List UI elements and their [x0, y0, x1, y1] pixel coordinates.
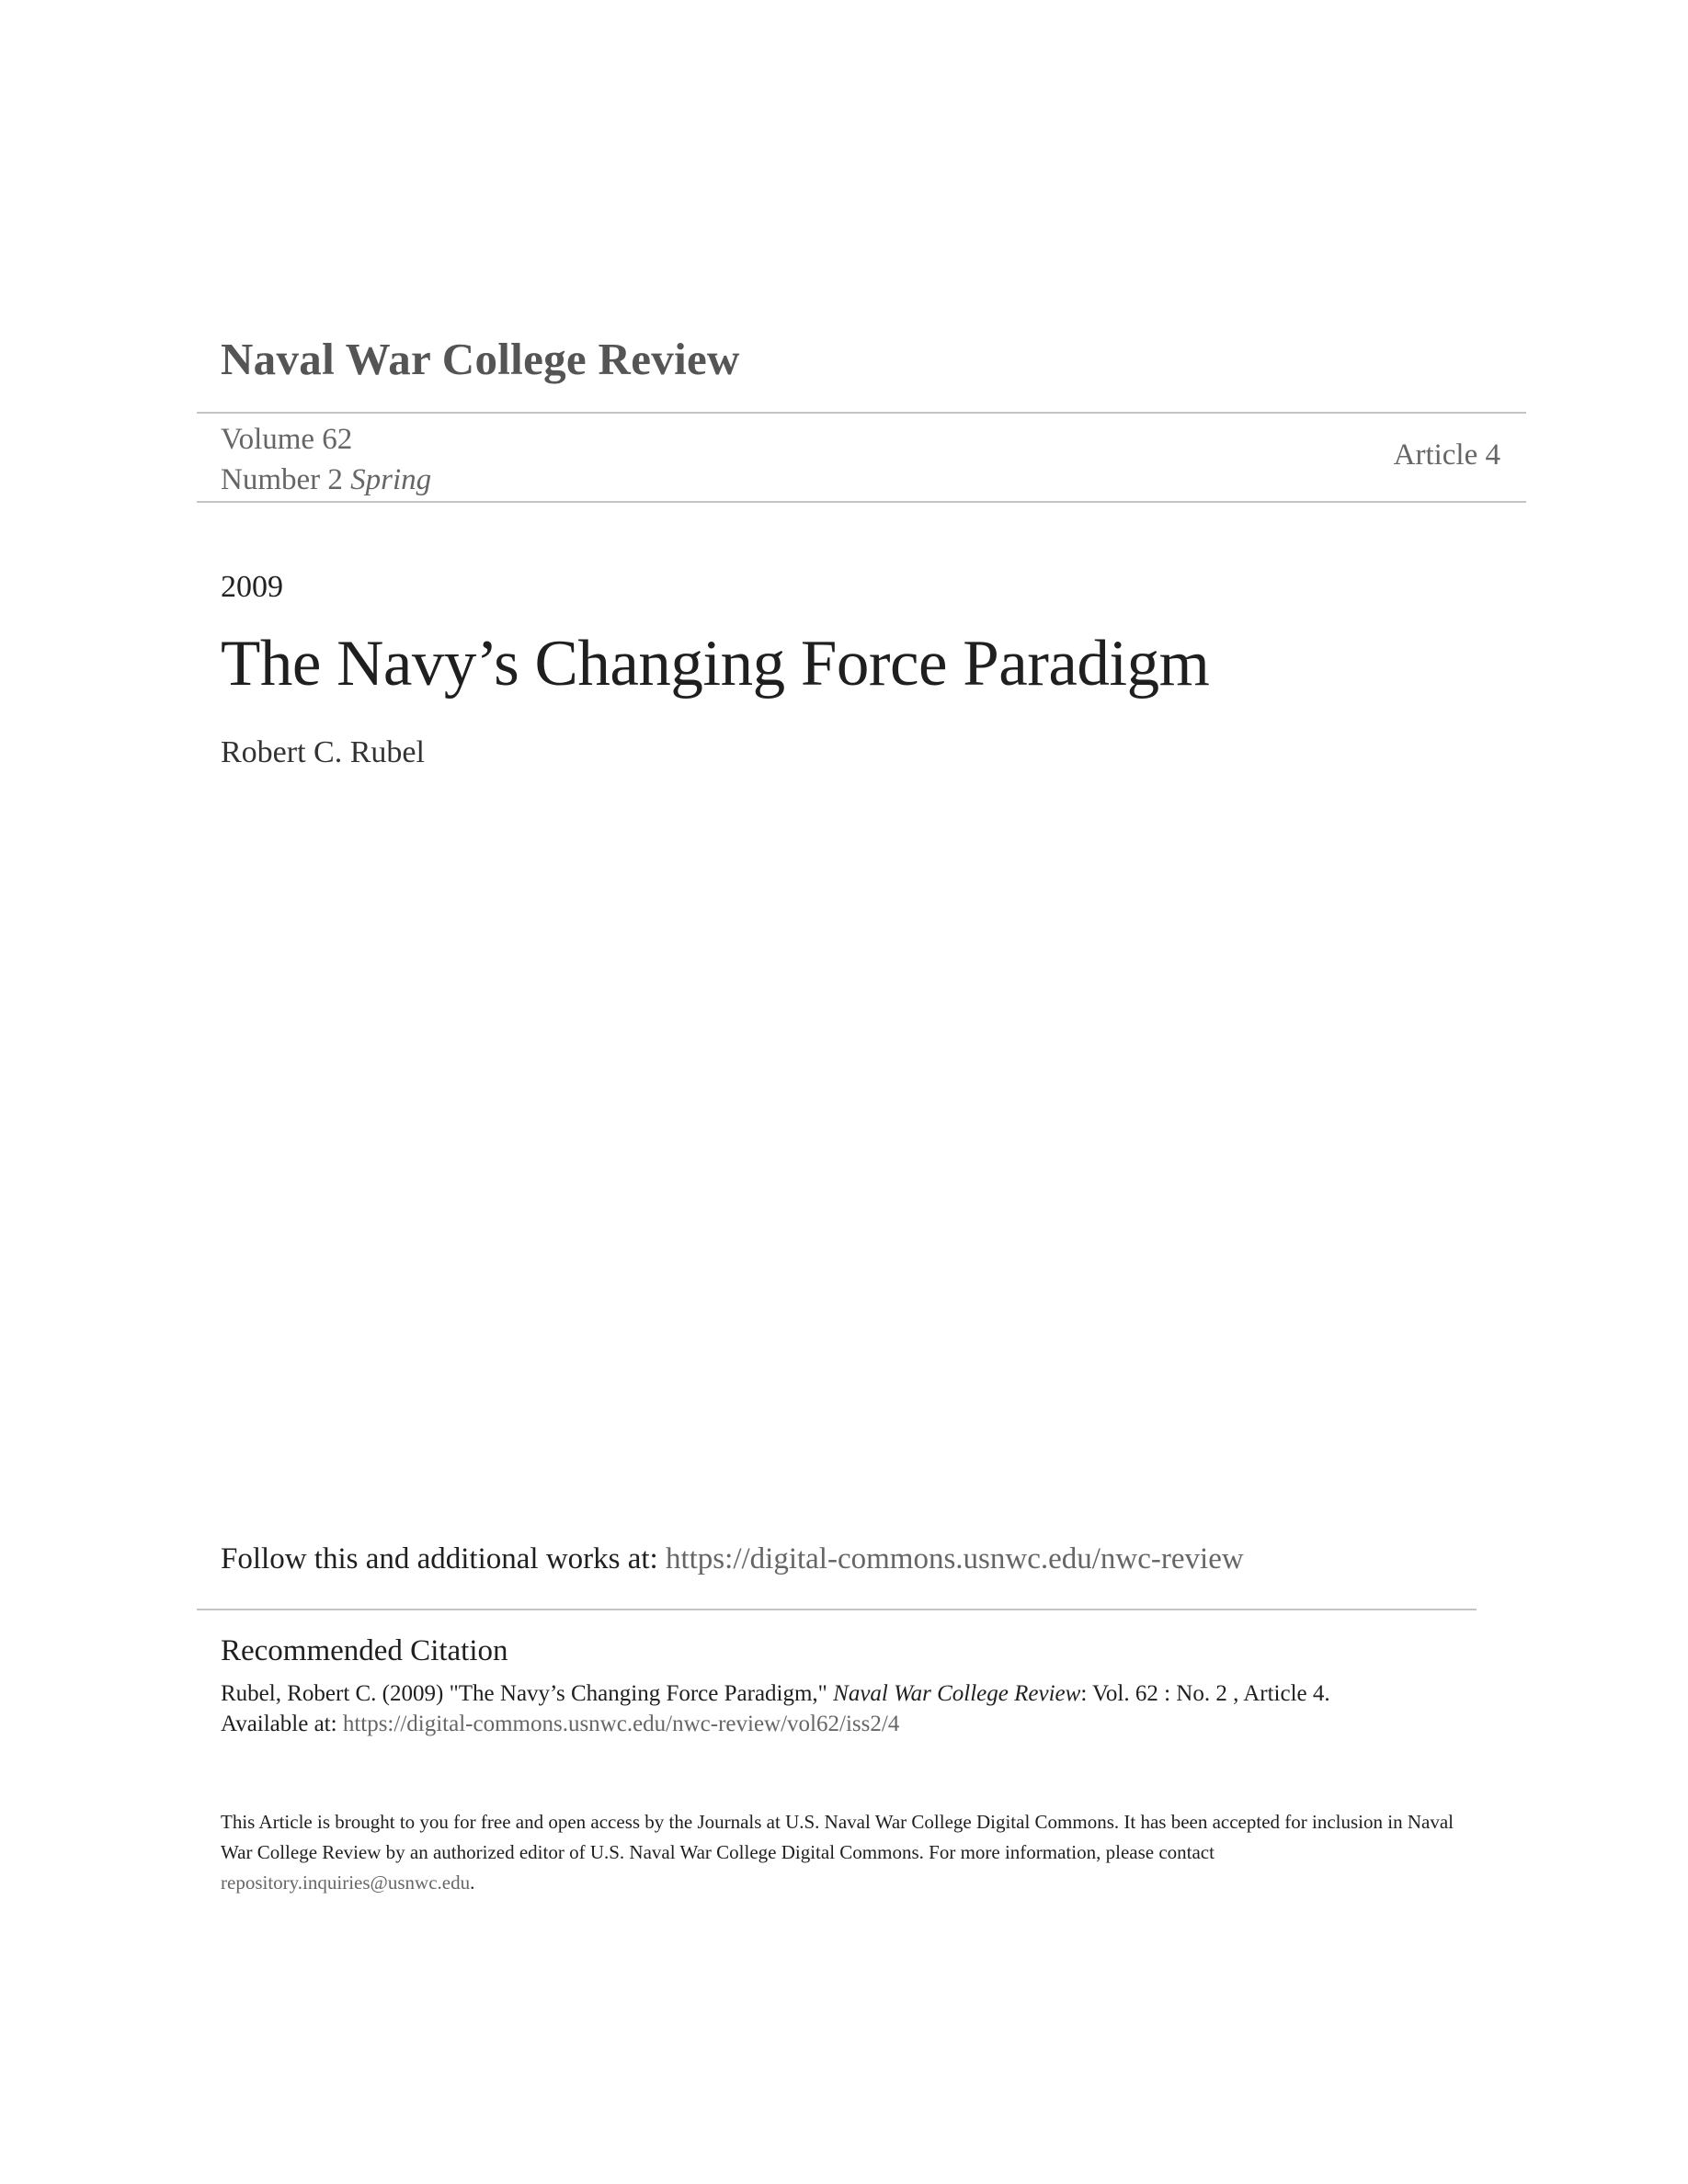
- number-line[interactable]: [221, 460, 431, 500]
- publication-year: 2009: [221, 570, 283, 604]
- volume-link[interactable]: Volume 62: [221, 423, 353, 456]
- follow-line: [221, 1542, 1244, 1576]
- access-notice: [221, 1807, 1489, 1898]
- issue-bar: [197, 412, 1526, 503]
- journal-title[interactable]: Naval War College Review: [221, 334, 740, 384]
- contact-email-link[interactable]: repository.inquiries@usnwc.edu: [221, 1871, 471, 1894]
- citation-prefix: Rubel, Robert C. (2009) "The Navy’s Changing Force Paradigm,": [221, 1681, 827, 1706]
- divider: [197, 1609, 1477, 1610]
- notice-end: .: [470, 1871, 475, 1894]
- number-label: Number 2: [221, 463, 343, 496]
- citation-heading: Recommended Citation: [221, 1634, 508, 1667]
- citation-journal: Naval War College Review: [833, 1681, 1081, 1706]
- citation-line: [221, 1678, 1330, 1709]
- citation-text: [221, 1678, 1330, 1739]
- citation-available-line: [221, 1709, 1330, 1739]
- article-number: Article 4: [1393, 438, 1500, 472]
- article-title: The Navy’s Changing Force Paradigm: [221, 628, 1210, 700]
- issue-info: [221, 419, 431, 500]
- article-author: Robert C. Rubel: [221, 735, 425, 769]
- follow-link[interactable]: https://digital-commons.usnwc.edu/nwc-review: [665, 1542, 1244, 1575]
- citation-link[interactable]: https://digital-commons.usnwc.edu/nwc-review/vol62/iss2/4: [342, 1712, 900, 1736]
- notice-text: This Article is brought to you for free and open access by the Journals at U.S. Naval War College Digital Commons. It has been accepted for inclusion in Naval War College Review by an authorized editor of U.S. Naval War College Digital Commons. For more information, please contact: [221, 1811, 1454, 1863]
- season-label: Spring: [350, 463, 432, 496]
- follow-label: Follow this and additional works at:: [221, 1542, 658, 1575]
- citation-suffix: : Vol. 62 : No. 2 , Article 4.: [1080, 1681, 1330, 1706]
- available-label: Available at:: [221, 1712, 337, 1736]
